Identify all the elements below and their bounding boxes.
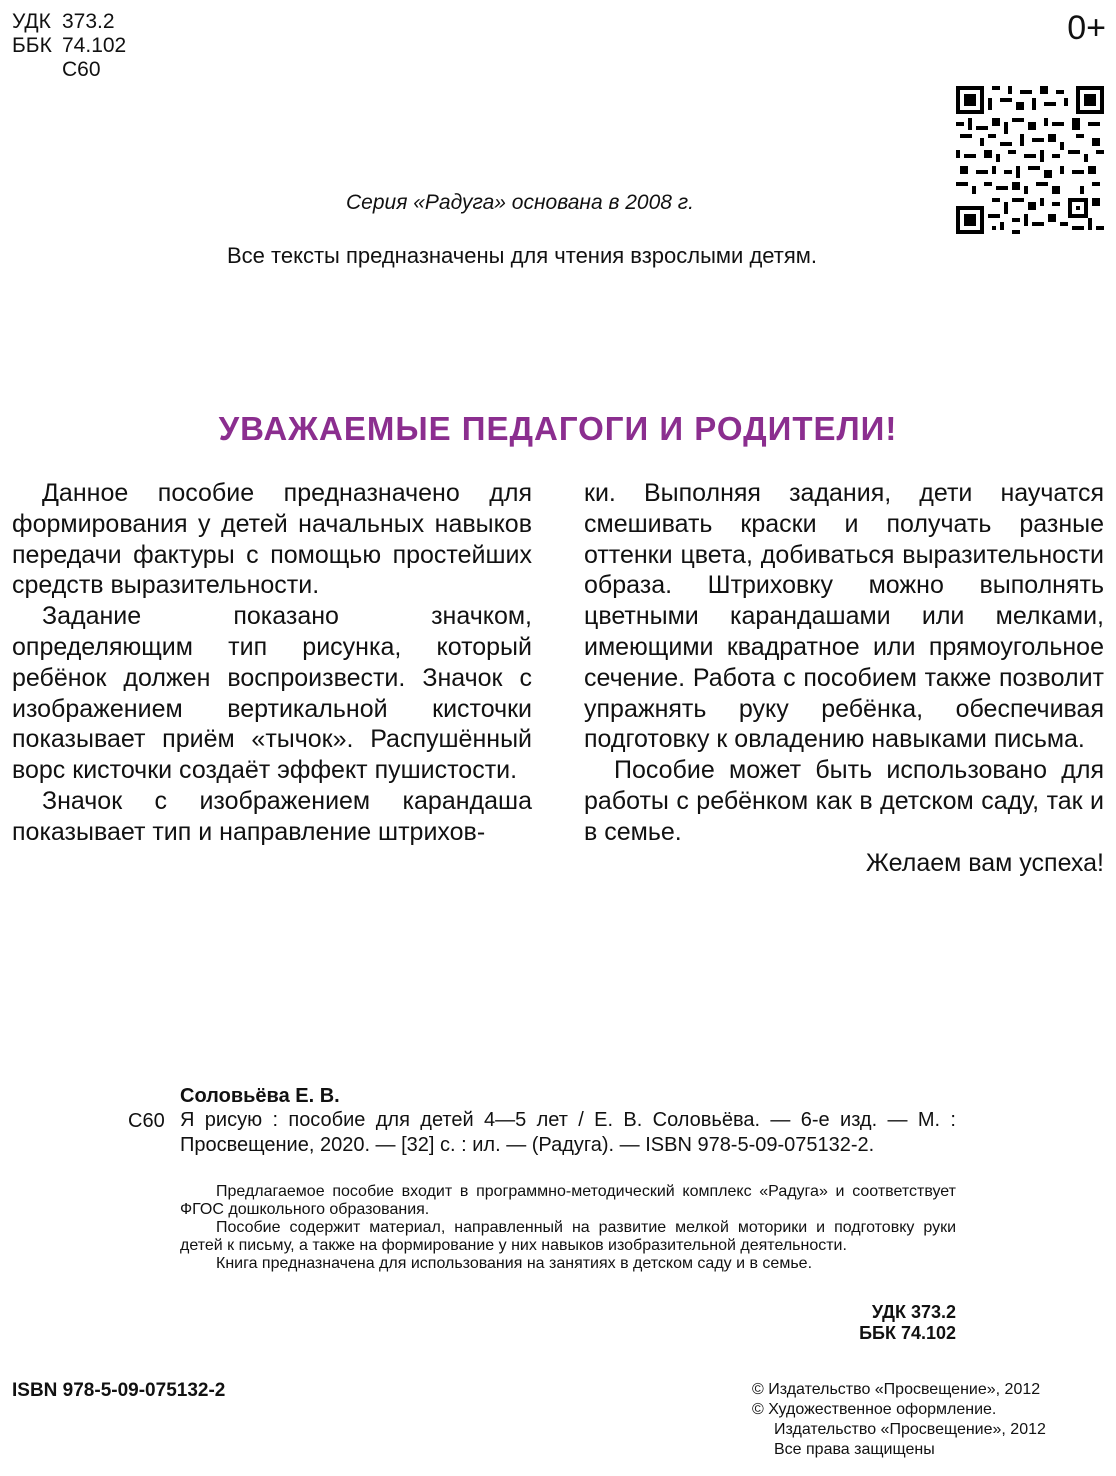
reading-note: Все тексты предназначены для чтения взрослыми детям.	[226, 243, 818, 268]
bibliography-classification	[760, 1302, 956, 1344]
copyright-line: © Издательство «Просвещение», 2012	[752, 1381, 1041, 1398]
bibliography-abstract	[180, 1183, 956, 1273]
copyright-block	[752, 1380, 1046, 1460]
bibliography-description: Я рисую : пособие для детей 4—5 лет / Е. В. Соловьёва. — 6-е изд. — М. : Просвещение, 2020. — [32] с. : ил. — (Радуга). — ISBN 978-5-09-075132-2.	[180, 1109, 956, 1156]
udk-classification: УДК 373.2	[871, 1302, 956, 1322]
paragraph-continuation: ки. Выполняя задания, дети научатся смешивать краски и получать разные оттенки цвета, добиваться выразительности образа. Штриховку можно выполнять цветными карандашами или мелками, имеющими квадратное или прямоугольное сечение. Работа с пособием также позволит упражнять руку ребёнка, обеспечивая подготовку к овладению навыками письма.	[584, 479, 1104, 754]
copyright-line: Издательство «Просвещение», 2012	[774, 1421, 1046, 1438]
paragraph: Задание показано значком, определяющим тип рисунка, который ребёнок должен воспроизвести. Значок с изображением вертикальной кисточки показывает приём «тычок». Распушённый ворс кисточки создаёт эффект пушистости.	[12, 602, 532, 785]
paragraph: Данное пособие предназначено для формирования у детей начальных навыков передачи фактуры с помощью простейших средств выразительности.	[12, 479, 532, 600]
udk-code-row	[12, 10, 126, 34]
age-rating: 0+	[1067, 9, 1106, 47]
udk-value: 373.2	[62, 10, 115, 33]
copyright-line: Все права защищены	[774, 1441, 935, 1458]
abstract-paragraph: Пособие содержит материал, направленный на развитие мелкой моторики и подготовку руки детей к письму, а также на формирование у них навыков изобразительной деятельности.	[180, 1219, 956, 1254]
abstract-paragraph: Книга предназначена для использования на занятиях в детском саду и в семье.	[216, 1255, 813, 1272]
page-heading: УВАЖАЕМЫЕ ПЕДАГОГИ И РОДИТЕЛИ!	[218, 410, 898, 447]
paragraph: Пособие может быть использовано для работы с ребёнком как в детском саду, так и в семье.	[584, 756, 1104, 846]
abstract-paragraph: Предлагаемое пособие входит в программно-методический комплекс «Радуга» и соответствует ФГОС дошкольного образования.	[180, 1183, 956, 1218]
left-text-column	[12, 478, 532, 848]
author-code-value: С60	[62, 58, 101, 81]
right-text-column	[584, 478, 1104, 878]
author-code-row	[12, 58, 126, 82]
bbk-code-row	[12, 34, 126, 58]
bbk-classification: ББК 74.102	[859, 1323, 956, 1343]
bbk-value: 74.102	[62, 34, 127, 57]
udk-label: УДК	[12, 10, 51, 33]
copyright-line: © Художественное оформление.	[752, 1401, 997, 1418]
bbk-label: ББК	[12, 34, 52, 57]
paragraph: Значок с изображением карандаша показывает тип и направление штрихов-	[12, 786, 532, 846]
closing-wish: Желаем вам успеха!	[865, 848, 1104, 877]
bibliography-author: Соловьёва Е. В.	[180, 1085, 340, 1107]
bibliography-code: С60	[128, 1110, 165, 1132]
series-line: Серия «Радуга» основана в 2008 г.	[345, 191, 694, 214]
classification-codes	[12, 10, 126, 82]
isbn-number: ISBN 978-5-09-075132-2	[12, 1380, 226, 1401]
